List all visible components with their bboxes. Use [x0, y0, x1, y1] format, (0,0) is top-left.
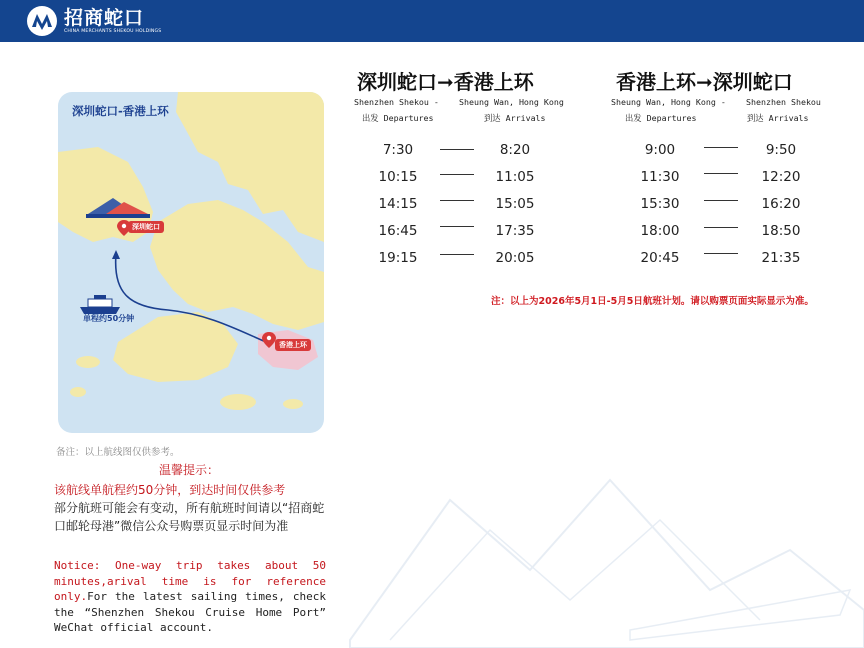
route2-dash-3: [704, 200, 738, 201]
route2-arr-1: 9:50: [765, 142, 797, 158]
header-bar: [0, 0, 864, 42]
route1-arr-1: 8:20: [499, 142, 531, 158]
route-map: [58, 92, 324, 433]
route1-dep-4: 16:45: [378, 223, 418, 239]
english-notice: [54, 558, 326, 636]
route2-dash-2: [704, 173, 738, 174]
tips-title: 温馨提示：: [159, 463, 220, 477]
route2-dep-1: 9:00: [644, 142, 676, 158]
route2-arr-4: 18:50: [761, 223, 801, 239]
route1-dep-3: 14:15: [378, 196, 418, 212]
route1-dash-1: [440, 149, 474, 150]
route2-dep-4: 18:00: [640, 223, 680, 239]
route-title-sz-hk: 深圳蛇口➞香港上环: [357, 70, 534, 94]
route1-arr-4: 17:35: [495, 223, 535, 239]
map-caption: 备注：以上航线图仅供参考。: [56, 447, 180, 458]
tips-duration-line: 该航线单航程约50分钟，到达时间仅供参考: [54, 483, 286, 497]
route2-to: Shenzhen Shekou: [746, 97, 821, 107]
route1-dash-5: [440, 254, 474, 255]
brand-name-en: CHINA MERCHANTS SHEKOU HOLDINGS: [64, 28, 162, 34]
terminal-watermark-icon: [330, 440, 864, 648]
schedule-note: 注：以上为2026年5月1日-5月5日航班计划。请以购票页面实际显示为准。: [491, 296, 814, 307]
route2-dep-2: 11:30: [640, 169, 680, 185]
route1-arr-2: 11:05: [495, 169, 535, 185]
route2-arr-label: 到达 Arrivals: [747, 113, 809, 123]
route2-dep-label: 出发 Departures: [625, 113, 697, 123]
tips-schedule-change-line: 部分航班可能会有变动，所有航班时间请以“招商蛇口邮轮母港”微信公众号购票页显示时间为准: [54, 501, 325, 533]
route1-dash-2: [440, 174, 474, 175]
english-notice-black: For the latest sailing times, check the “Shenzhen Shekou Cruise Home Port” WeChat official account.: [54, 590, 326, 634]
route-title-hk-sz: 香港上环➞深圳蛇口: [616, 70, 793, 94]
route2-arr-2: 12:20: [761, 169, 801, 185]
route1-dep-2: 10:15: [378, 169, 418, 185]
route1-arr-5: 20:05: [495, 250, 535, 266]
english-notice-red: Notice: One-way trip takes about 50 minutes,arival time is for reference only.: [54, 559, 326, 603]
route1-dep-1: 7:30: [382, 142, 414, 158]
route2-dep-5: 20:45: [640, 250, 680, 266]
route1-dep-5: 19:15: [378, 250, 418, 266]
map-title: 深圳蛇口-香港上环: [72, 104, 169, 118]
route1-dash-3: [440, 200, 474, 201]
destination-label: 香港上环: [275, 339, 311, 351]
route1-to: Sheung Wan, Hong Kong: [459, 97, 564, 107]
brand-logo-icon: [26, 5, 58, 37]
route1-from: Shenzhen Shekou -: [354, 97, 439, 107]
route2-dep-3: 15:30: [640, 196, 680, 212]
route2-dash-1: [704, 147, 738, 148]
origin-label: 深圳蛇口: [128, 221, 164, 233]
route1-dash-4: [440, 226, 474, 227]
trip-duration-label: 单程约50分钟: [83, 314, 135, 323]
route2-arr-5: 21:35: [761, 250, 801, 266]
brand-name-cn: 招商蛇口: [64, 6, 145, 29]
route2-dash-5: [704, 253, 738, 254]
route2-from: Sheung Wan, Hong Kong -: [611, 97, 726, 107]
route2-arr-3: 16:20: [761, 196, 801, 212]
route1-dep-label: 出发 Departures: [362, 113, 434, 123]
route1-arr-label: 到达 Arrivals: [484, 113, 546, 123]
route1-arr-3: 15:05: [495, 196, 535, 212]
brand-logo[interactable]: [26, 5, 161, 37]
route2-dash-4: [704, 227, 738, 228]
